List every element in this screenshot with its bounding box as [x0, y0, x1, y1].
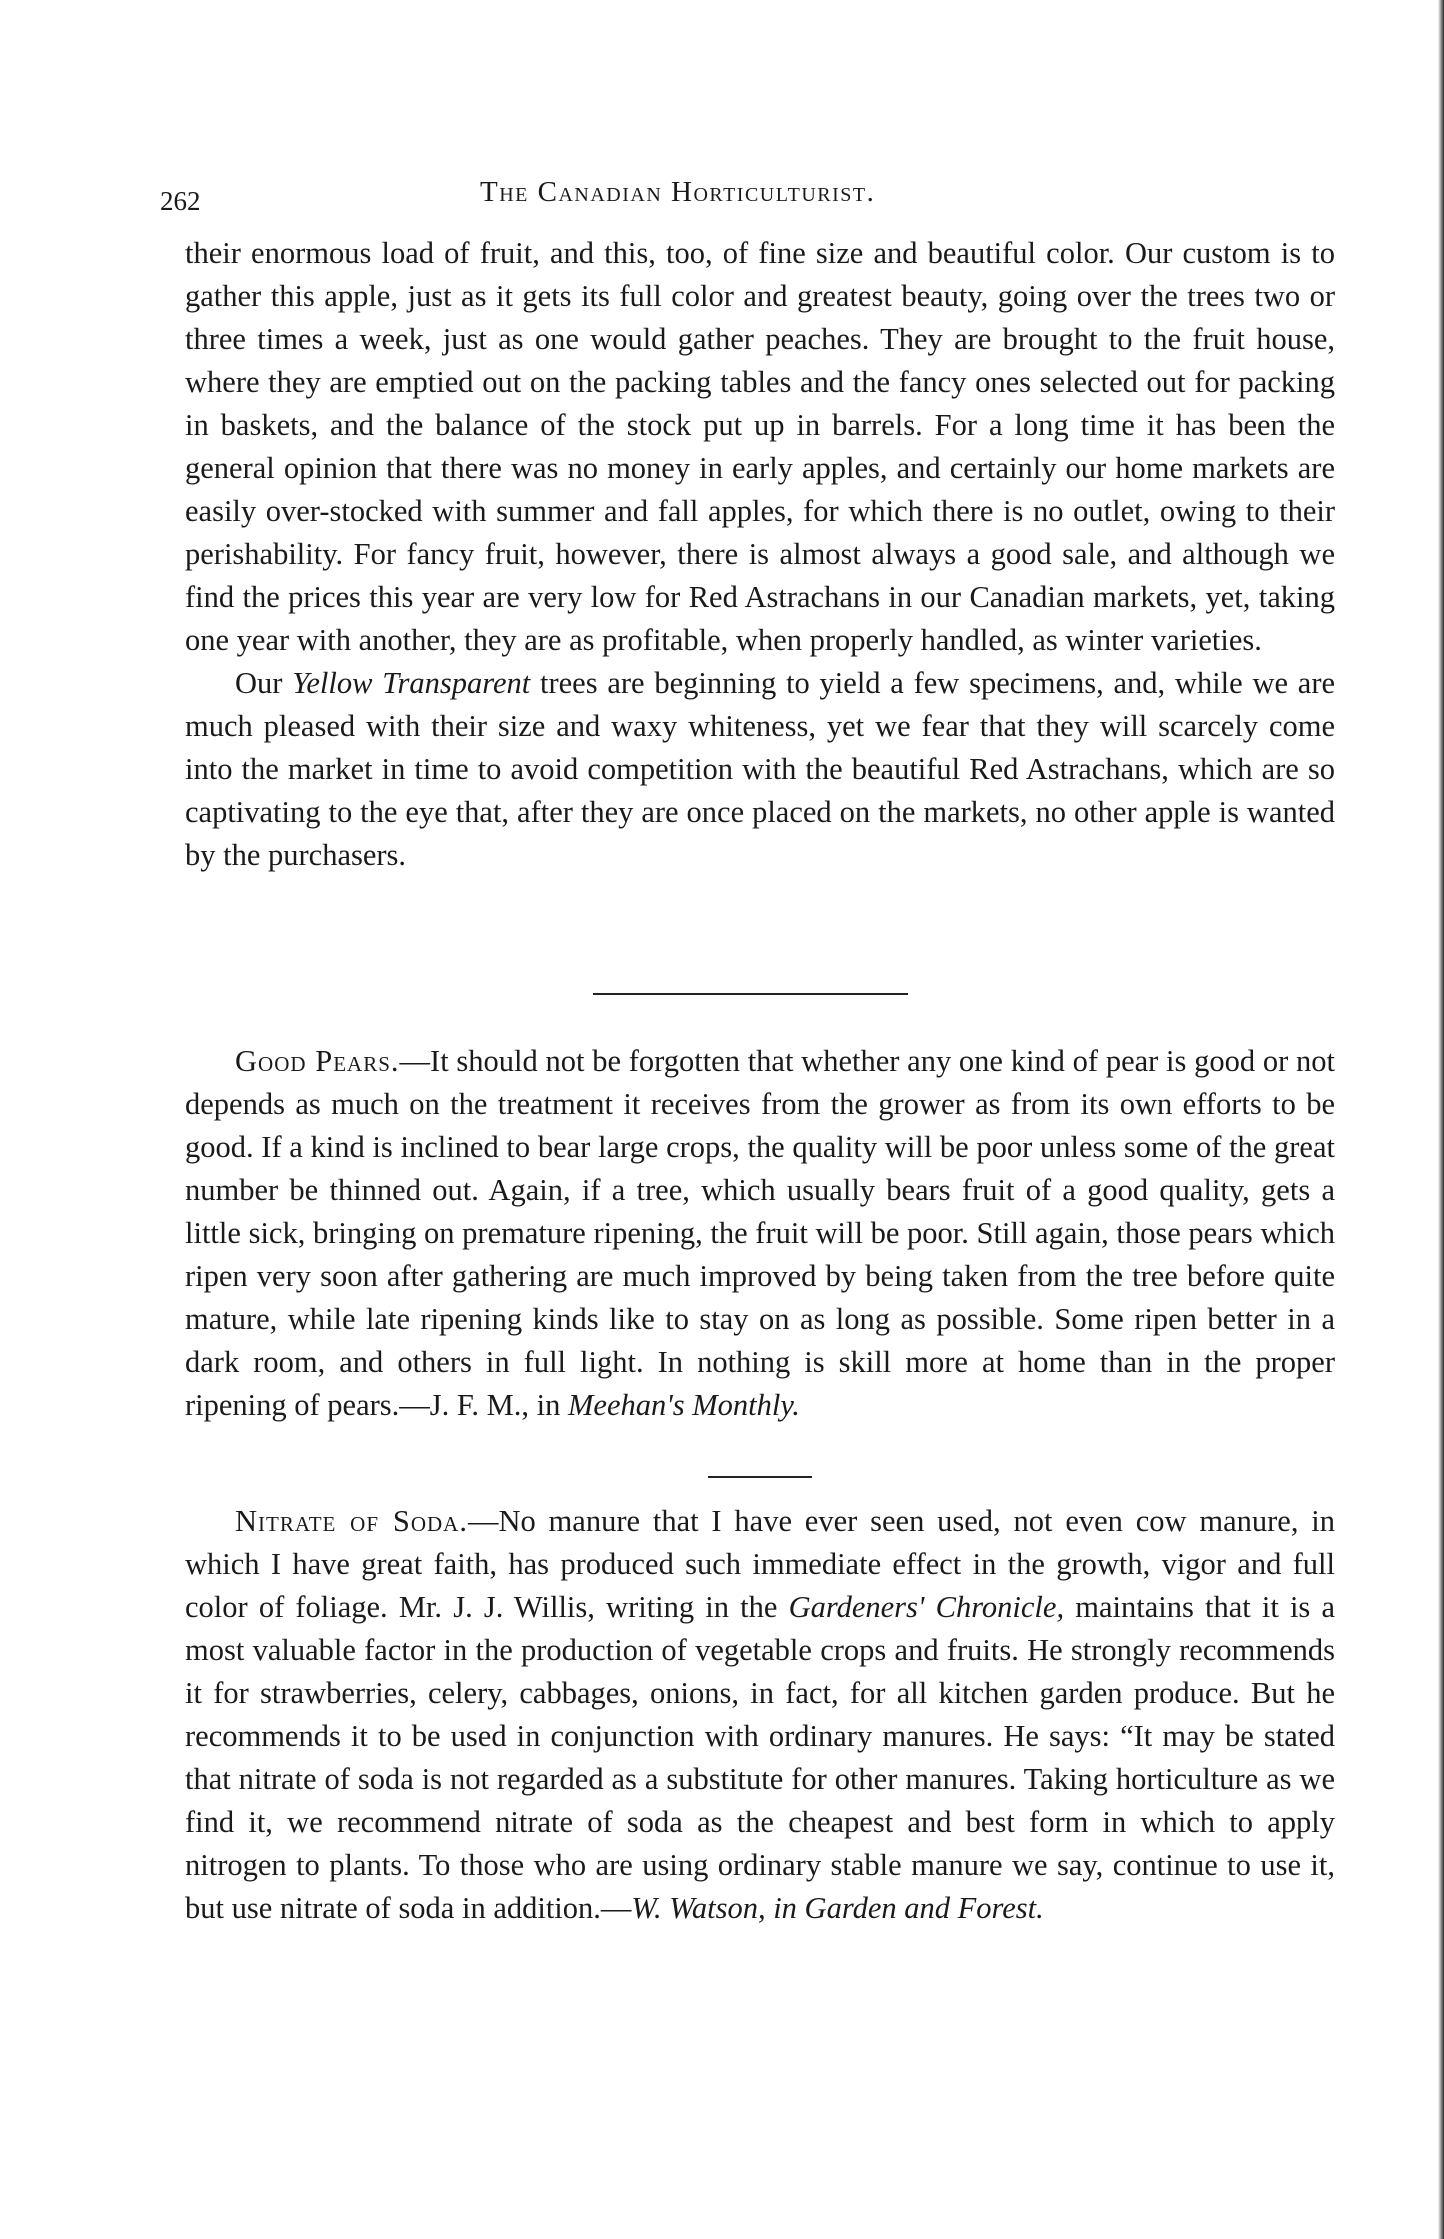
pears-paragraph [185, 1040, 1335, 1427]
article-apples [185, 232, 1335, 877]
apples-paragraph-2-start: Our [235, 666, 283, 700]
nitrate-body-part-2: maintains that it is a most valuable factor in the production of vegetable crops and fruits. He strongly recommends it for strawberries, celery, cabbages, onions, in fact, for all kitchen garden produce. But he recommends it to be used in conjunction with ordinary manures. He says: “It may be stated that nitrate of soda is not regarded as a substitute for other manures. Taking horticulture as we find it, we recommend nitrate of soda as the cheapest and best form in which to apply nitrogen to plants. To those who are using ordinary stable manure we say, continue to use it, but use nitrate of soda in addition.— [185, 1590, 1335, 1925]
running-title: The Canadian Horticulturist. [480, 176, 876, 208]
nitrate-body-part-1: —No manure that I have ever seen used, not even cow manure, in which I have great faith, has produced such immediate effect in the growth, vigor and full color of foliage. Mr. J. J. Willis, writing in the [185, 1504, 1336, 1624]
nitrate-attribution: W. Watson, in Garden and Forest. [631, 1891, 1044, 1925]
nitrate-heading: Nitrate of Soda. [235, 1504, 468, 1538]
article-nitrate-of-soda [185, 1500, 1335, 1930]
variety-name-yellow-transparent: Yellow Transparent [292, 666, 531, 700]
apples-paragraph-1: their enormous load of fruit, and this, too, of fine size and beautiful color. Our custom is to gather this apple, just as it gets its full color and greatest beauty, going over the trees two or three times a week, just as one would gather peaches. They are brought to the fruit house, where they are emptied out on the packing tables and the fancy ones selected out for packing in baskets, and the balance of the stock put up in barrels. For a long time it has been the general opinion that there was no money in early apples, and certainly our home markets are easily over-stocked with summer and fall apples, for which there is no outlet, owing to their perishability. For fancy fruit, however, there is almost always a good sale, and although we find the prices this year are very low for Red Astrachans in our Canadian markets, yet, taking one year with another, they are as profitable, when properly handled, as winter varieties. [185, 236, 1335, 657]
pears-body: —It should not be forgotten that whether any one kind of pear is good or not depends as much on the treatment it receives from the grower as from its own efforts to be good. If a kind is inclined to bear large crops, the quality will be poor unless some of the great number be thinned out. Again, if a tree, which usually bears fruit of a good quality, gets a little sick, bringing on premature ripening, the fruit will be poor. Still again, those pears which ripen very soon after gathering are much improved by being taken from the tree before quite mature, while late ripening kinds like to stay on as long as possible. Some ripen better in a dark room, and others in full light. In nothing is skill more at home than in the proper ripening of pears.—J. F. M., in [185, 1044, 1335, 1422]
section-divider-short [708, 1476, 812, 1478]
page-header [160, 168, 1340, 216]
apples-paragraph-2-rest: trees are beginning to yield a few specimens, and, while we are much pleased with their size and waxy whiteness, yet we fear that they will scarcely come into the market in time to avoid competition with the beautiful Red Astrachans, which are so captivating to the eye that, after they are once placed on the markets, no other apple is wanted by the purchasers. [185, 666, 1336, 872]
pears-heading: Good Pears. [235, 1044, 400, 1078]
article-good-pears [185, 1040, 1335, 1427]
pears-source: Meehan's Monthly. [568, 1388, 800, 1422]
nitrate-paragraph [185, 1500, 1335, 1930]
section-divider [593, 993, 908, 995]
journal-name: Gardeners' Chronicle, [788, 1590, 1065, 1624]
apples-paragraph-2 [185, 662, 1335, 877]
page-edge-shadow [1438, 0, 1444, 2239]
page-number: 262 [160, 186, 201, 216]
